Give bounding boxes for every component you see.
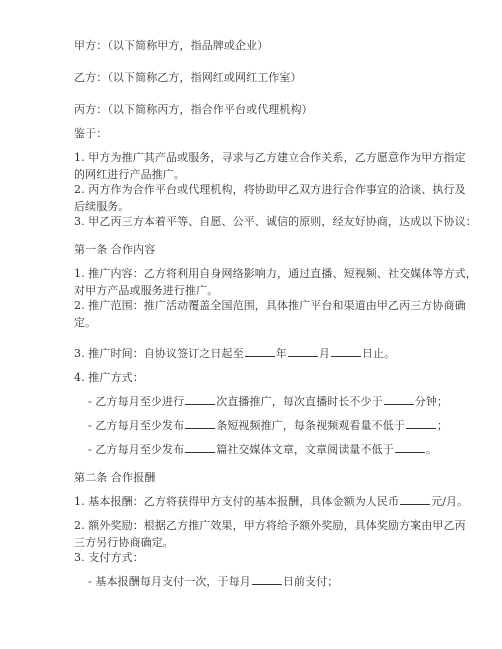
fill-blank[interactable] [400,493,430,505]
party-c-note: （以下简称丙方，指合作平台或代理机构） [107,103,313,116]
fill-blank[interactable] [245,345,275,357]
article-1-item-3 [74,345,449,362]
party-b-note: （以下简称乙方，指网红或网红工作室） [107,71,302,84]
fill-blank[interactable] [185,393,215,405]
fill-blank[interactable] [395,441,425,453]
a1-item-1-line-2: 对甲方产品或服务进行推广。 [74,284,219,297]
a1-item-1-line-1: 1. 推广内容：乙方将利用自身网络影响力，通过直播、短视频、社交媒体等方式， [74,267,477,280]
method-3: - 乙方每月至少发布 篇社交媒体文章，文章阅读量不低于 。 [88,443,437,456]
time-month: 月 [318,347,330,360]
whereas-1-line-1: 1. 甲方为推广其产品或服务，寻求与乙方建立合作关系，乙方愿意作为甲方指定 [74,151,466,164]
article-2-item-3: 3. 支付方式： [74,551,144,564]
party-a-line [74,37,449,54]
whereas-1-line-2: 的网红进行产品推广。 [74,168,185,181]
fill-blank[interactable] [252,573,282,585]
whereas-2-line-1: 2. 丙方作为合作平台或代理机构，将协助甲乙双方进行合作事宜的洽谈、执行及 [74,183,466,196]
method-1: - 乙方每月至少进行 次直播推广，每次直播时长不少于 分钟； [88,395,449,408]
fill-blank[interactable] [185,441,215,453]
fill-blank[interactable] [406,417,436,429]
article-1-title: 第一条 合作内容 [74,243,156,256]
a2-item-2-line-2: 三方另行协商确定。 [74,536,174,549]
whereas-item-3 [74,213,477,230]
party-a-note: （以下简称甲方，指品牌或企业） [107,39,269,52]
party-c-line [74,101,449,118]
a1-item-2-line-1: 2. 推广范围：推广活动覆盖全国范围，具体推广平台和渠道由甲乙丙三方协商确 [74,299,466,312]
whereas-item-2 [74,181,466,215]
article-2-title: 第二条 合作报酬 [74,471,156,484]
a2-item-2-line-1: 2. 额外奖励：根据乙方推广效果，甲方将给予额外奖励，具体奖励方案由甲乙丙 [74,519,466,532]
article-1-item-2 [74,297,466,331]
time-prefix: 3. 推广时间：自协议签订之日起至 [74,347,244,360]
whereas-item-1 [74,149,466,183]
time-suffix: 日止。 [361,347,396,360]
party-b-line [74,69,449,86]
fill-blank[interactable] [185,417,215,429]
fill-blank[interactable] [384,393,414,405]
fill-blank[interactable] [288,345,318,357]
whereas-3-line-1: 3. 甲乙丙三方本着平等、自愿、公平、诚信的原则，经友好协商，达成以下协议： [74,215,477,228]
a1-item-2-line-2: 定。 [74,316,97,329]
article-1-item-1 [74,265,477,299]
method-2: - 乙方每月至少发布 条短视频推广，每条视频观看量不低于 ； [88,419,449,432]
article-2-item-2 [74,517,466,551]
whereas-2-line-2: 后续服务。 [74,200,130,213]
payment-method-1: - 基本报酬每月支付一次，于每月 日前支付； [88,575,339,588]
party-c-label: 丙方： [74,103,108,116]
whereas-heading: 鉴于： [74,127,108,140]
party-a-label: 甲方： [74,39,108,52]
party-b-label: 乙方： [74,71,108,84]
article-2-item-1: 1. 基本报酬：乙方将获得甲方支付的基本报酬，具体金额为人民币 元/月。 [74,495,469,508]
time-year: 年 [275,347,287,360]
fill-blank[interactable] [331,345,361,357]
article-1-item-4: 4. 推广方式： [74,371,144,384]
